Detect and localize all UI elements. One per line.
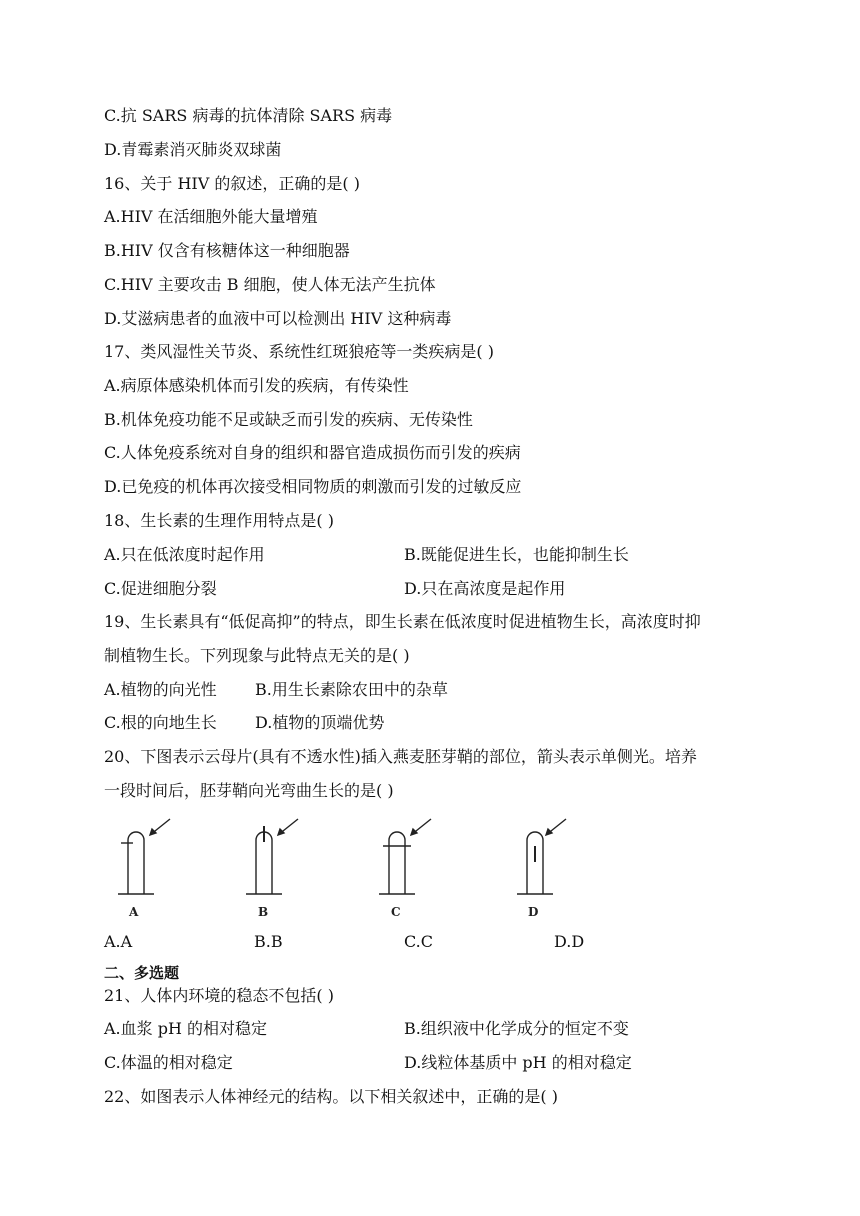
- q17-option-b: B.机体免疫功能不足或缺乏而引发的疾病、无传染性: [104, 410, 473, 429]
- coleoptile-d: [517, 819, 566, 894]
- q19-stem-line1: 19、生长素具有“低促高抑”的特点，即生长素在低浓度时促进植物生长，高浓度时抑: [104, 612, 701, 631]
- q18-option-c: C.促进细胞分裂: [104, 579, 217, 598]
- q16-option-c: C.HIV 主要攻击 B 细胞，使人体无法产生抗体: [104, 275, 436, 294]
- q20-option-b: B.B: [254, 932, 283, 951]
- q17-option-c: C.人体免疫系统对自身的组织和器官造成损伤而引发的疾病: [104, 443, 521, 462]
- q18-option-d: D.只在高浓度是起作用: [404, 579, 566, 598]
- q18-option-b: B.既能促进生长，也能抑制生长: [404, 545, 629, 564]
- q17-option-a: A.病原体感染机体而引发的疾病，有传染性: [104, 376, 409, 395]
- q15-option-c: C.抗 SARS 病毒的抗体清除 SARS 病毒: [104, 106, 393, 125]
- q20-option-a: A.A: [104, 932, 133, 951]
- coleoptile-c: [379, 819, 431, 894]
- q21-option-a: A.血浆 pH 的相对稳定: [104, 1019, 268, 1038]
- figure-label-c: C: [391, 905, 401, 919]
- q21-option-d: D.线粒体基质中 pH 的相对稳定: [404, 1053, 632, 1072]
- q16-option-a: A.HIV 在活细胞外能大量增殖: [104, 207, 318, 226]
- q19-stem-line2: 制植物生长。下列现象与此特点无关的是( ): [104, 646, 410, 665]
- coleoptile-a: [118, 819, 170, 894]
- q16-option-b: B.HIV 仅含有核糖体这一种细胞器: [104, 241, 350, 260]
- q15-option-d: D.青霉素消灭肺炎双球菌: [104, 140, 282, 159]
- q19-option-d: D.植物的顶端优势: [255, 713, 385, 732]
- q20-stem-line2: 一段时间后，胚芽鞘向光弯曲生长的是( ): [104, 781, 394, 800]
- coleoptile-figure: [100, 812, 620, 922]
- q18-option-a: A.只在低浓度时起作用: [104, 545, 265, 564]
- q19-option-b: B.用生长素除农田中的杂草: [255, 680, 448, 699]
- q21-stem: 21、人体内环境的稳态不包括( ): [104, 986, 334, 1005]
- q19-option-a: A.植物的向光性: [104, 680, 217, 699]
- q20-option-c: C.C: [404, 932, 433, 951]
- q20-stem-line1: 20、下图表示云母片(具有不透水性)插入燕麦胚芽鞘的部位，箭头表示单侧光。培养: [104, 747, 697, 766]
- figure-label-b: B: [258, 905, 269, 919]
- coleoptile-b: [246, 819, 298, 894]
- q21-option-c: C.体温的相对稳定: [104, 1053, 233, 1072]
- q19-option-c: C.根的向地生长: [104, 713, 217, 732]
- q17-option-d: D.已免疫的机体再次接受相同物质的刺激而引发的过敏反应: [104, 477, 522, 496]
- q16-option-d: D.艾滋病患者的血液中可以检测出 HIV 这种病毒: [104, 309, 452, 328]
- figure-label-a: A: [129, 905, 139, 919]
- q20-option-d: D.D: [554, 932, 585, 951]
- q21-option-b: B.组织液中化学成分的恒定不变: [404, 1019, 629, 1038]
- section-title-multiple-choice: 二、多选题: [104, 964, 180, 982]
- figure-label-d: D: [528, 905, 539, 919]
- q18-stem: 18、生长素的生理作用特点是( ): [104, 511, 334, 530]
- q16-stem: 16、关于 HIV 的叙述，正确的是( ): [104, 174, 360, 193]
- q17-stem: 17、类风湿性关节炎、系统性红斑狼疮等一类疾病是( ): [104, 342, 494, 361]
- q22-stem: 22、如图表示人体神经元的结构。以下相关叙述中，正确的是( ): [104, 1087, 558, 1106]
